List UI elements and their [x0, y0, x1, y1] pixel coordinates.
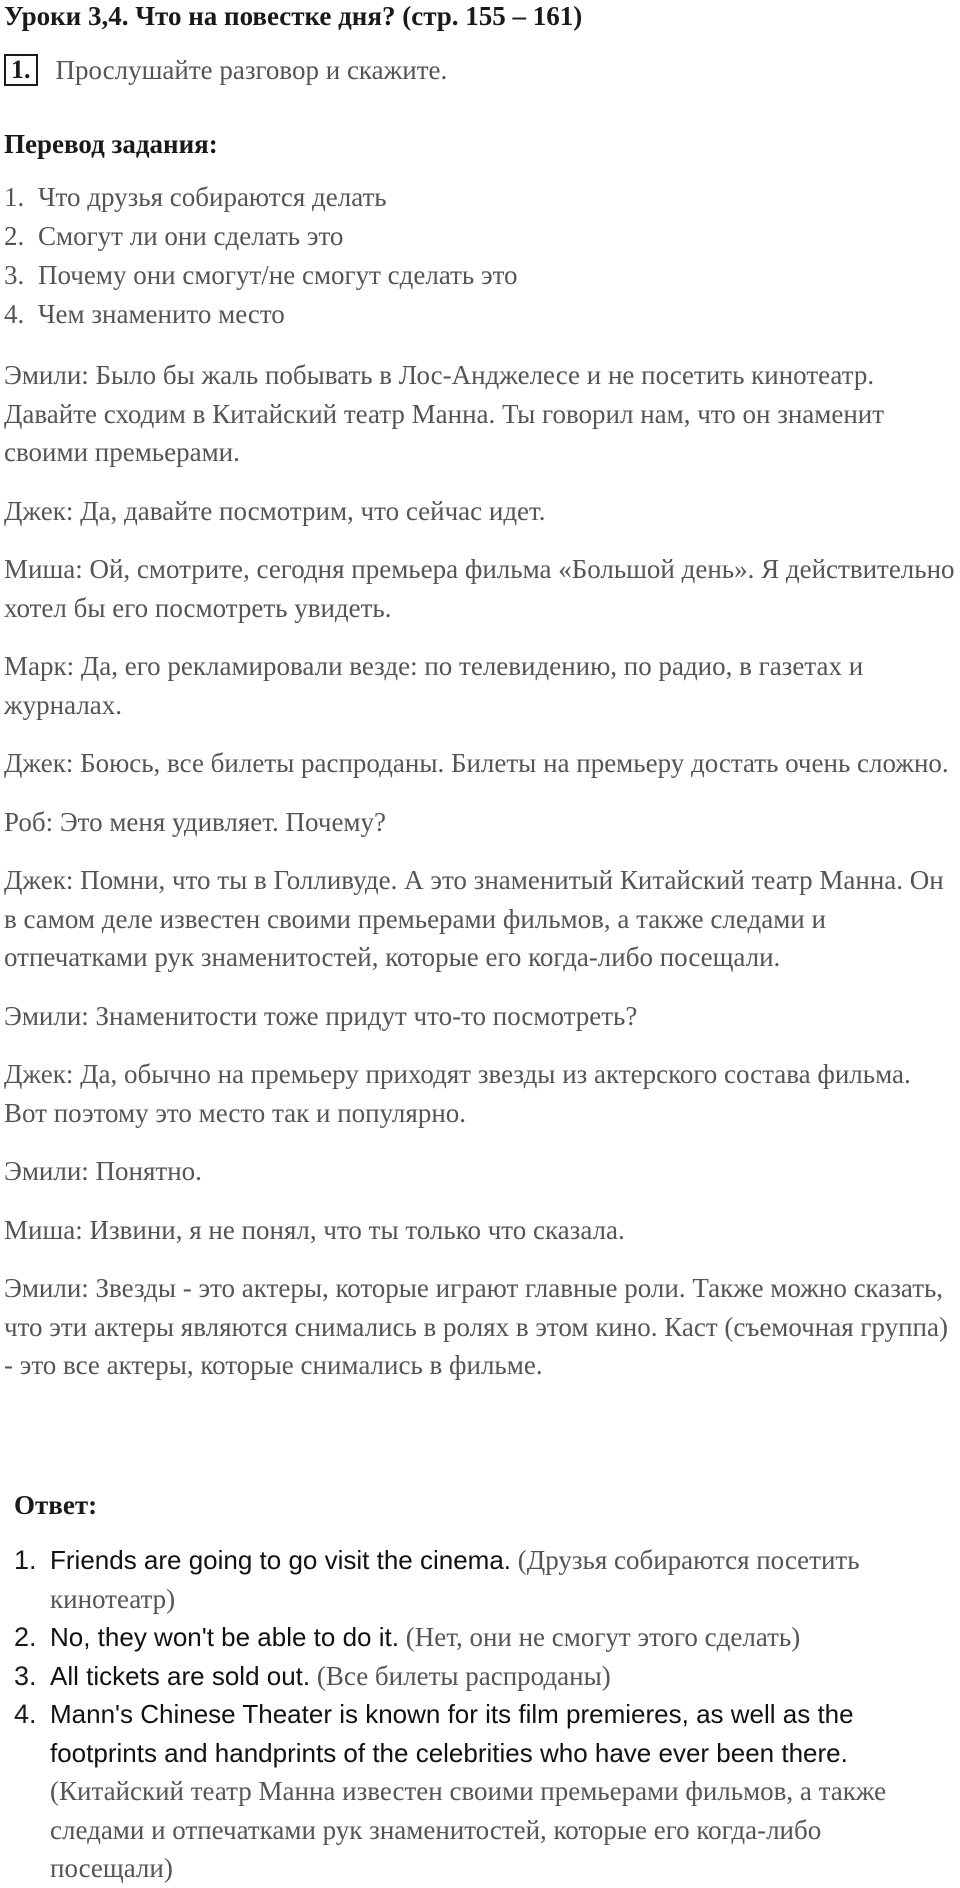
dialog-line: Миша: Извини, я не понял, что ты только что сказала. [4, 1214, 625, 1245]
item-number: 4. [4, 299, 25, 329]
dialog-line: Эмили: Знаменитости тоже придут что-то посмотреть? [4, 1000, 638, 1031]
list-item [4, 178, 518, 217]
list-item [14, 1541, 944, 1618]
answer-list [14, 1541, 944, 1888]
answer-english: Mann's Chinese Theater is known for its film premieres, as well as the footprints and handprints of the celebrities who have ever been there. [50, 1699, 854, 1768]
list-item [4, 295, 518, 334]
item-number: 2. [4, 221, 25, 251]
question-list [4, 178, 518, 334]
page-title: Уроки 3,4. Что на повестке дня? (стр. 155 – 161) [4, 1, 583, 31]
answer-heading: Ответ: [14, 1490, 98, 1520]
answer-russian: (Китайский театр Манна известен своими премьерами фильмов, а также следами и отпечатками рук знаменитостей, которые его когда-либо посещали) [50, 1776, 887, 1883]
dialog-line: Джек: Помни, что ты в Голливуде. А это знаменитый Китайский театр Манна. Он в самом деле известен своими премьерами фильмов, а также следами и отпечатками рук знаменитостей, которые его когда-либо посещали. [4, 865, 944, 972]
task-text: Прослушайте разговор и скажите. [55, 54, 448, 85]
dialog-line: Роб: Это меня удивляет. Почему? [4, 806, 386, 837]
answer-russian: (Все билеты распроданы) [316, 1660, 611, 1691]
answer-english: Friends are going to go visit the cinema. [50, 1545, 512, 1575]
dialog-transcript [4, 356, 956, 1405]
item-number: 1. [14, 1545, 37, 1575]
dialog-line: Эмили: Было бы жаль побывать в Лос-Анджелесе и не посетить кинотеатр. Давайте сходим в Китайский театр Манна. Ты говорил нам, что он знаменит своими премьерами. [4, 360, 885, 467]
task-instruction [4, 53, 447, 87]
translation-heading: Перевод задания: [4, 129, 218, 159]
item-number: 4. [14, 1699, 37, 1729]
list-item [4, 256, 518, 295]
item-number: 2. [14, 1622, 37, 1652]
item-number: 3. [14, 1660, 37, 1691]
list-item [14, 1695, 944, 1888]
answer-english: All tickets are sold out. [50, 1660, 311, 1691]
question-text: Почему они смогут/не смогут сделать это [38, 260, 518, 290]
answer-russian: (Нет, они не смогут этого сделать) [405, 1622, 801, 1652]
list-item [4, 217, 518, 256]
dialog-line: Марк: Да, его рекламировали везде: по телевидению, по радио, в газетах и журналах. [4, 651, 864, 720]
answer-russian: (Друзья собираются посетить кинотеатр) [50, 1545, 860, 1614]
question-text: Чем знаменито место [38, 299, 285, 329]
dialog-line: Джек: Боюсь, все билеты распроданы. Билеты на премьеру достать очень сложно. [4, 748, 949, 778]
item-number: 1. [4, 182, 25, 212]
question-text: Смогут ли они сделать это [38, 221, 344, 251]
dialog-line: Джек: Да, давайте посмотрим, что сейчас идет. [4, 495, 546, 526]
task-number-box: 1. [4, 54, 38, 86]
item-number: 3. [4, 260, 25, 290]
dialog-line: Эмили: Понятно. [4, 1156, 202, 1186]
dialog-line: Джек: Да, обычно на премьеру приходят звезды из актерского состава фильма. Вот поэтому это место так и популярно. [4, 1059, 911, 1128]
list-item [14, 1657, 944, 1696]
list-item [14, 1618, 944, 1657]
answer-english: No, they won't be able to do it. [50, 1622, 399, 1652]
dialog-line: Эмили: Звезды - это актеры, которые играют главные роли. Также можно сказать, что эти актеры являются снимались в ролях в этом кино. Каст (съемочная группа) - это все актеры, которые снимались в фильме. [4, 1273, 948, 1380]
dialog-line: Миша: Ой, смотрите, сегодня премьера фильма «Большой день». Я действительно хотел бы его посмотреть увидеть. [4, 554, 955, 623]
question-text: Что друзья собираются делать [38, 182, 387, 212]
